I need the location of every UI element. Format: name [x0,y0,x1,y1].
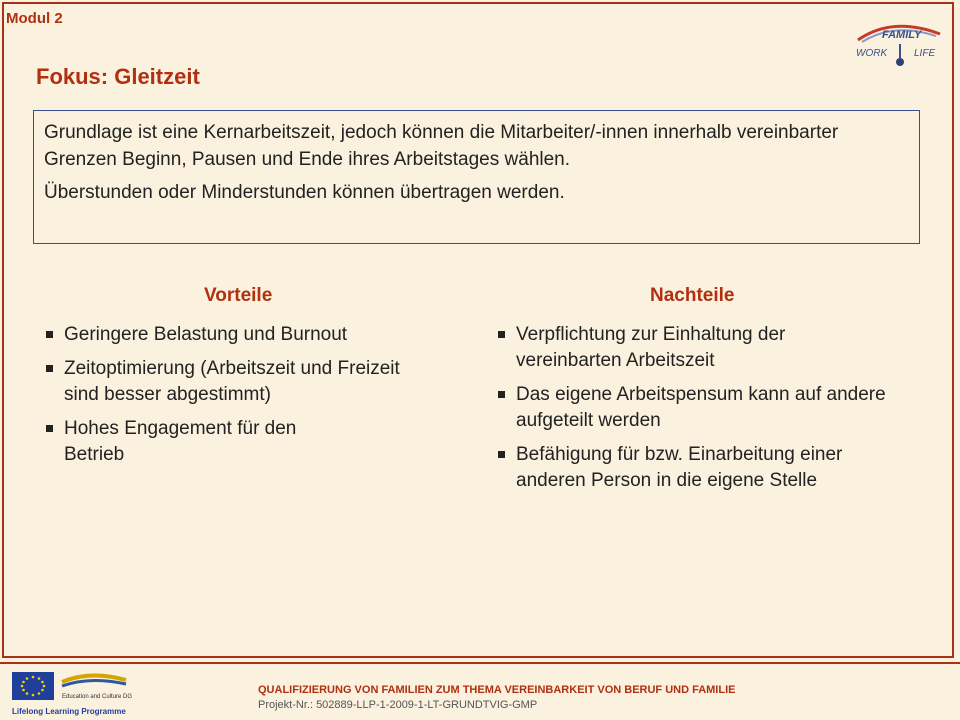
list-item: Zeitoptimierung (Arbeitszeit und Freizeit sind besser abgestimmt) [46,356,426,408]
vorteile-list [46,322,426,476]
eu-programme-logos [10,668,180,718]
footer-project-number: Projekt-Nr.: 502889-LLP-1-2009-1-LT-GRUNDTVIG-GMP [258,699,538,711]
bullet-icon [46,365,53,372]
logo-family-text: FAMILY [882,29,922,41]
eu-caption-text: Education and Culture DG [62,694,133,700]
list-item: Hohes Engagement für den Betrieb [46,416,334,468]
vorteile-heading: Vorteile [204,285,273,306]
list-item: Geringere Belastung und Burnout [46,322,426,348]
page-title: Fokus: Gleitzeit [36,64,200,89]
bullet-icon [498,391,505,398]
bullet-icon [498,331,505,338]
bullet-icon [498,451,505,458]
logo-work-text: WORK [856,48,888,59]
list-item: Verpflichtung zur Einhaltung der vereinbarten Arbeitszeit [498,322,876,374]
definition-box [33,110,920,244]
family-work-life-logo [852,14,948,70]
list-item: Befähigung für bzw. Einarbeitung einer anderen Person in die eigene Stelle [498,442,916,494]
definition-paragraph: Überstunden oder Minderstunden können übertragen werden. [44,182,565,203]
definition-paragraph: Grundlage ist eine Kernarbeitszeit, jedoch können die Mitarbeiter/-innen innerhalb vereinbarter Grenzen Beginn, Pausen und Ende ihres Arbeitstages wählen. [44,122,839,170]
footer-divider [0,662,960,664]
module-label: Modul 2 [6,10,63,27]
bullet-icon [46,331,53,338]
bullet-icon [46,425,53,432]
logo-life-text: LIFE [914,48,936,59]
programme-text: Lifelong Learning Programme [12,707,126,716]
footer-project-title: QUALIFIZIERUNG VON FAMILIEN ZUM THEMA VEREINBARKEIT VON BERUF UND FAMILIE [258,684,736,696]
nachteile-heading: Nachteile [650,285,735,306]
nachteile-list [498,322,918,502]
list-item: Das eigene Arbeitspensum kann auf andere aufgeteilt werden [498,382,918,434]
